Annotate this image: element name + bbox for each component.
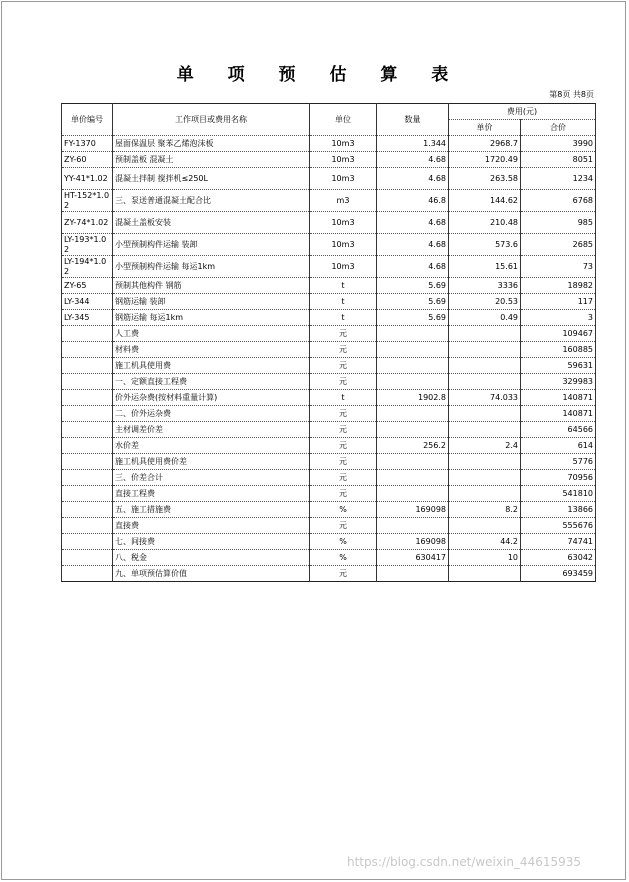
page-info: 第8页 共8页 xyxy=(549,90,594,99)
cell-price: 44.2 xyxy=(449,534,521,550)
cell-unit: 元 xyxy=(310,454,377,470)
cell-price xyxy=(449,358,521,374)
cell-price: 573.6 xyxy=(449,234,521,256)
table-row xyxy=(62,454,596,470)
cell-code xyxy=(62,422,113,438)
table-row xyxy=(62,310,596,326)
cell-qty xyxy=(377,470,449,486)
cell-price: 0.49 xyxy=(449,310,521,326)
cell-total: 64566 xyxy=(521,422,596,438)
table-row xyxy=(62,358,596,374)
cell-code xyxy=(62,438,113,454)
cell-price xyxy=(449,374,521,390)
table-row xyxy=(62,406,596,422)
cell-code xyxy=(62,518,113,534)
cell-total: 13866 xyxy=(521,502,596,518)
cell-code: LY-193*1.02 xyxy=(62,234,113,256)
cell-price: 3336 xyxy=(449,278,521,294)
table-row xyxy=(62,152,596,168)
cell-code xyxy=(62,502,113,518)
cell-total: 109467 xyxy=(521,326,596,342)
cell-name: 施工机具使用费价差 xyxy=(113,454,310,470)
table-row xyxy=(62,190,596,212)
cell-unit: 10m3 xyxy=(310,234,377,256)
cell-price xyxy=(449,342,521,358)
cell-name: 五、施工措施费 xyxy=(113,502,310,518)
cell-total: 140871 xyxy=(521,406,596,422)
cell-qty xyxy=(377,422,449,438)
cell-name: 价外运杂费(按材料重量计算) xyxy=(113,390,310,406)
cell-price: 10 xyxy=(449,550,521,566)
cell-total: 329983 xyxy=(521,374,596,390)
cell-qty: 169098 xyxy=(377,534,449,550)
table-row xyxy=(62,278,596,294)
cell-name: 混凝土盖板安装 xyxy=(113,212,310,234)
cell-name: 钢筋运输 每运1km xyxy=(113,310,310,326)
cell-qty xyxy=(377,326,449,342)
cell-code xyxy=(62,534,113,550)
cell-code xyxy=(62,342,113,358)
cell-code: YY-41*1.02 xyxy=(62,168,113,190)
header-price: 单价 xyxy=(449,120,521,136)
cell-unit: t xyxy=(310,278,377,294)
cell-code: LY-345 xyxy=(62,310,113,326)
cell-code xyxy=(62,550,113,566)
cell-unit: t xyxy=(310,294,377,310)
cell-qty xyxy=(377,486,449,502)
cell-unit: 元 xyxy=(310,486,377,502)
cell-qty: 169098 xyxy=(377,502,449,518)
cell-total: 117 xyxy=(521,294,596,310)
cell-qty: 630417 xyxy=(377,550,449,566)
table-row xyxy=(62,422,596,438)
table-row xyxy=(62,326,596,342)
cell-code: HT-152*1.02 xyxy=(62,190,113,212)
cell-name: 小型预制构件运输 装卸 xyxy=(113,234,310,256)
table-row xyxy=(62,136,596,152)
cell-total: 160885 xyxy=(521,342,596,358)
cell-qty: 4.68 xyxy=(377,234,449,256)
cell-unit: 元 xyxy=(310,342,377,358)
cell-name: 预制其他构件 钢筋 xyxy=(113,278,310,294)
table-row xyxy=(62,470,596,486)
cell-name: 混凝土拌制 搅拌机≤250L xyxy=(113,168,310,190)
cell-qty: 5.69 xyxy=(377,310,449,326)
cell-code xyxy=(62,566,113,582)
cell-code: LY-344 xyxy=(62,294,113,310)
cell-code xyxy=(62,486,113,502)
cell-unit: m3 xyxy=(310,190,377,212)
cell-name: 预制盖板 混凝土 xyxy=(113,152,310,168)
table-row xyxy=(62,550,596,566)
cell-qty: 1.344 xyxy=(377,136,449,152)
cell-unit: 元 xyxy=(310,438,377,454)
header-total: 合价 xyxy=(521,120,596,136)
cell-name: 九、单项预估算价值 xyxy=(113,566,310,582)
table-row xyxy=(62,534,596,550)
cell-code xyxy=(62,358,113,374)
cell-name: 人工费 xyxy=(113,326,310,342)
cell-code xyxy=(62,374,113,390)
cell-price xyxy=(449,454,521,470)
table-row xyxy=(62,502,596,518)
cell-price: 8.2 xyxy=(449,502,521,518)
cell-total: 693459 xyxy=(521,566,596,582)
cell-unit: 元 xyxy=(310,470,377,486)
table-body xyxy=(62,136,596,582)
cell-name: 一、定额直接工程费 xyxy=(113,374,310,390)
cell-qty: 1902.8 xyxy=(377,390,449,406)
cell-qty: 4.68 xyxy=(377,152,449,168)
cell-name: 钢筋运输 装卸 xyxy=(113,294,310,310)
cell-total: 3 xyxy=(521,310,596,326)
cell-qty: 256.2 xyxy=(377,438,449,454)
cell-total: 2685 xyxy=(521,234,596,256)
table-row xyxy=(62,518,596,534)
header-unit: 单位 xyxy=(310,104,377,136)
cell-unit: 10m3 xyxy=(310,212,377,234)
cell-name: 主材调差价差 xyxy=(113,422,310,438)
cell-unit: % xyxy=(310,502,377,518)
cell-total: 73 xyxy=(521,256,596,278)
cell-qty xyxy=(377,454,449,470)
cell-unit: 元 xyxy=(310,566,377,582)
cell-qty: 4.68 xyxy=(377,168,449,190)
cell-total: 985 xyxy=(521,212,596,234)
cell-qty: 46.8 xyxy=(377,190,449,212)
cell-name: 三、价差合计 xyxy=(113,470,310,486)
cell-unit: 10m3 xyxy=(310,152,377,168)
cell-name: 七、间接费 xyxy=(113,534,310,550)
cell-price xyxy=(449,486,521,502)
watermark: https://blog.csdn.net/weixin_44615935 xyxy=(347,855,582,869)
cell-unit: 元 xyxy=(310,406,377,422)
header-code: 单价编号 xyxy=(62,104,113,136)
cell-code xyxy=(62,406,113,422)
table-row xyxy=(62,256,596,278)
cell-price xyxy=(449,326,521,342)
cell-unit: % xyxy=(310,550,377,566)
table-row xyxy=(62,486,596,502)
cell-total: 3990 xyxy=(521,136,596,152)
header-cost: 费用(元) xyxy=(449,104,596,120)
cell-qty xyxy=(377,358,449,374)
cell-price: 2968.7 xyxy=(449,136,521,152)
cell-name: 施工机具使用费 xyxy=(113,358,310,374)
cell-price xyxy=(449,566,521,582)
cell-total: 59631 xyxy=(521,358,596,374)
cell-price xyxy=(449,422,521,438)
table-row xyxy=(62,390,596,406)
cell-unit: 10m3 xyxy=(310,136,377,152)
cell-price: 74.033 xyxy=(449,390,521,406)
cell-price: 1720.49 xyxy=(449,152,521,168)
cell-unit: 元 xyxy=(310,326,377,342)
cell-qty xyxy=(377,342,449,358)
cell-price xyxy=(449,518,521,534)
cell-unit: 元 xyxy=(310,422,377,438)
cell-name: 八、税金 xyxy=(113,550,310,566)
header-name: 工作项目或费用名称 xyxy=(113,104,310,136)
cell-total: 63042 xyxy=(521,550,596,566)
cell-unit: 元 xyxy=(310,358,377,374)
cell-name: 二、价外运杂费 xyxy=(113,406,310,422)
cell-price xyxy=(449,470,521,486)
cell-price: 263.58 xyxy=(449,168,521,190)
table-row xyxy=(62,294,596,310)
cell-total: 8051 xyxy=(521,152,596,168)
cell-code: ZY-60 xyxy=(62,152,113,168)
cell-code: ZY-74*1.02 xyxy=(62,212,113,234)
cell-name: 小型预制构件运输 每运1km xyxy=(113,256,310,278)
cell-total: 6768 xyxy=(521,190,596,212)
cell-unit: t xyxy=(310,390,377,406)
cell-qty: 5.69 xyxy=(377,278,449,294)
cell-unit: t xyxy=(310,310,377,326)
cell-qty: 4.68 xyxy=(377,212,449,234)
table-row xyxy=(62,342,596,358)
table-row xyxy=(62,168,596,190)
cell-unit: 10m3 xyxy=(310,168,377,190)
cell-code: FY-1370 xyxy=(62,136,113,152)
cell-unit: % xyxy=(310,534,377,550)
cell-price: 20.53 xyxy=(449,294,521,310)
cell-total: 555676 xyxy=(521,518,596,534)
cell-total: 140871 xyxy=(521,390,596,406)
cell-qty xyxy=(377,406,449,422)
cell-price: 210.48 xyxy=(449,212,521,234)
cell-total: 614 xyxy=(521,438,596,454)
cell-price: 15.61 xyxy=(449,256,521,278)
table-row xyxy=(62,212,596,234)
cell-qty: 5.69 xyxy=(377,294,449,310)
cell-total: 5776 xyxy=(521,454,596,470)
cell-qty xyxy=(377,374,449,390)
cell-code xyxy=(62,454,113,470)
cell-name: 三、泵送普通混凝土配合比 xyxy=(113,190,310,212)
cell-unit: 10m3 xyxy=(310,256,377,278)
cell-unit: 元 xyxy=(310,518,377,534)
cell-total: 541810 xyxy=(521,486,596,502)
estimate-table xyxy=(61,103,596,582)
cell-total: 18982 xyxy=(521,278,596,294)
cell-qty xyxy=(377,518,449,534)
table-row xyxy=(62,234,596,256)
cell-name: 屋面保温层 聚苯乙烯泡沫板 xyxy=(113,136,310,152)
cell-name: 水价差 xyxy=(113,438,310,454)
cell-code xyxy=(62,390,113,406)
cell-code: ZY-65 xyxy=(62,278,113,294)
cell-total: 1234 xyxy=(521,168,596,190)
cell-code xyxy=(62,470,113,486)
table-row xyxy=(62,566,596,582)
cell-code xyxy=(62,326,113,342)
table-row xyxy=(62,374,596,390)
document-title: 单 项 预 估 算 表 xyxy=(176,65,463,85)
cell-price xyxy=(449,406,521,422)
cell-name: 材料费 xyxy=(113,342,310,358)
cell-total: 70956 xyxy=(521,470,596,486)
cell-price: 2.4 xyxy=(449,438,521,454)
table-row xyxy=(62,438,596,454)
cell-total: 74741 xyxy=(521,534,596,550)
cell-name: 直接费 xyxy=(113,518,310,534)
header-qty: 数量 xyxy=(377,104,449,136)
cell-qty: 4.68 xyxy=(377,256,449,278)
cell-name: 直接工程费 xyxy=(113,486,310,502)
cell-price: 144.62 xyxy=(449,190,521,212)
cell-code: LY-194*1.02 xyxy=(62,256,113,278)
cell-qty xyxy=(377,566,449,582)
cell-unit: 元 xyxy=(310,374,377,390)
